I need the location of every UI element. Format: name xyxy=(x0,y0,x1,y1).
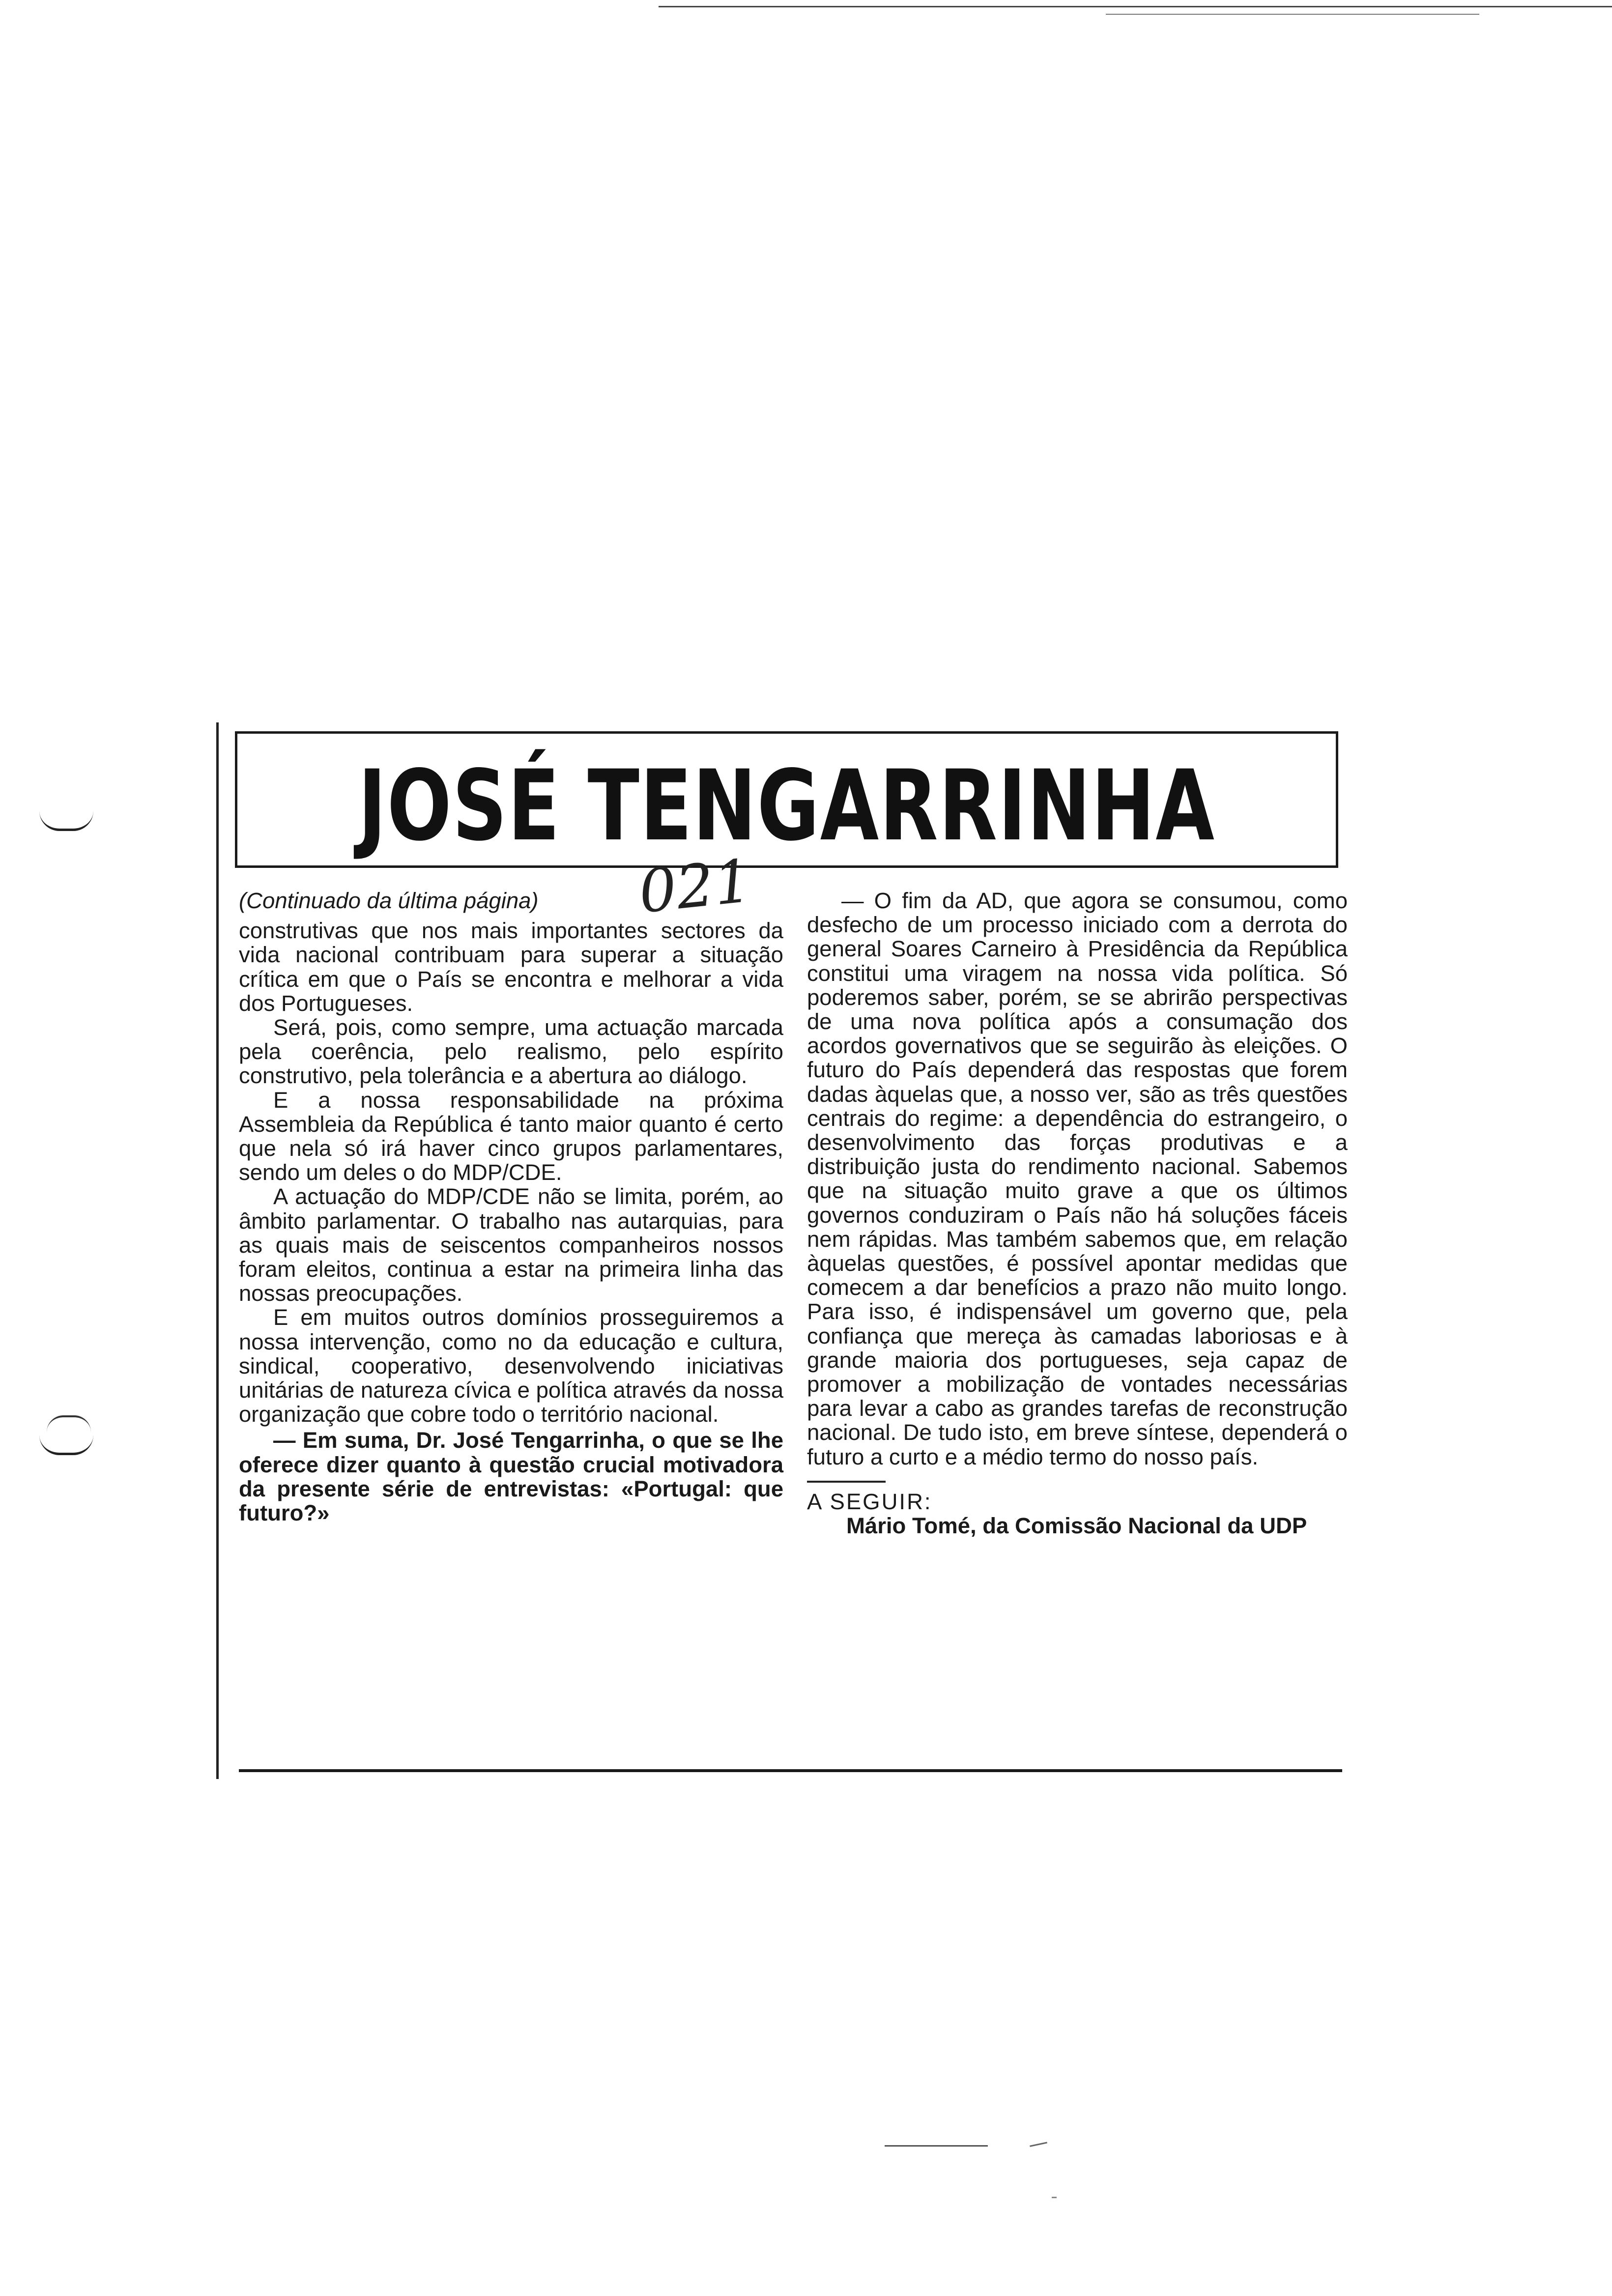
binding-hole-mark xyxy=(39,811,93,831)
next-interview-label: A SEGUIR: xyxy=(807,1489,932,1514)
scan-speck xyxy=(1052,2197,1057,2198)
paragraph: E a nossa responsabilidade na próxima Assembleia da República é tanto maior quanto é certo que nela só irá haver cinco grupos parlamentares, sendo um deles o do MDP/CDE. xyxy=(239,1087,783,1185)
paragraph: construtivas que nos mais importantes sectores da vida nacional contribuam para superar a situação crítica em que o País se encontra e melhorar a vida dos Portugueses. xyxy=(239,918,783,1016)
paragraph: E em muitos outros domínios prosseguiremos a nossa intervenção, como no da educação e cultura, sindical, cooperativo, desenvolvendo iniciativas unitárias de natureza cívica e política através da nossa organização que cobre todo o território nacional. xyxy=(239,1305,783,1427)
binding-hole-mark xyxy=(47,1415,91,1432)
scan-edge-mark xyxy=(659,6,1612,7)
article-bottom-rule xyxy=(239,1769,1342,1772)
handwritten-note: 021 xyxy=(635,847,755,927)
scan-speck xyxy=(1030,2142,1047,2147)
section-divider xyxy=(807,1481,886,1483)
paragraph: Será, pois, como sempre, uma actuação marcada pela coerência, pelo realismo, pelo espírito construtivo, pela tolerância e a abertura ao diálogo. xyxy=(239,1015,783,1089)
article-column-right xyxy=(807,889,1348,1538)
interview-answer: — O fim da AD, que agora se consumou, como desfecho de um processo iniciado com a derrota do general Soares Carneiro à Presidência da República constitui uma viragem na nossa vida política. Só poderemos saber, porém, se se abrirão perspectivas de uma nova política após a consumação dos acordos governativos que se seguirão às eleições. O futuro do País dependerá das respostas que forem dadas àquelas que, a nosso ver, são as três questões centrais do regime: a dependência do estrangeiro, o desenvolvimento das forças produtivas e a distribuição justa do rendimento nacional. Sabemos que na situação muito grave a que os últimos governos conduziram o País não há soluções fáceis nem rápidas. Mas também sabemos que, em relação àquelas questões, é possível apontar medidas que comecem a dar benefícios a prazo não muito longo. Para isso, é indispensável um governo que, pela confiança que mereça às camadas laboriosas e à grande maioria dos portugueses, seja capaz de promover a mobilização de vontades necessárias para levar a cabo as grandes tarefas de reconstrução nacional. De tudo isto, em breve síntese, dependerá o futuro a curto e a médio termo do nosso país. xyxy=(807,888,1348,1469)
interview-question: — Em suma, Dr. José Tengarrinha, o que se lhe oferece dizer quanto à questão crucial motivadora da presente série de entrevistas: «Portugal: que futuro?» xyxy=(239,1428,783,1526)
article-column-left xyxy=(239,889,783,1525)
next-interviewee: Mário Tomé, da Comissão Nacional da UDP xyxy=(846,1513,1307,1539)
article-left-rule xyxy=(216,722,219,1779)
scan-edge-mark xyxy=(1106,14,1479,15)
continuation-note: (Continuado da última página) xyxy=(239,888,539,913)
binding-hole-mark xyxy=(39,1435,93,1455)
scan-speck xyxy=(885,2145,988,2147)
article-title: JOSÉ TENGARRINHA xyxy=(358,749,1215,862)
paragraph: A actuação do MDP/CDE não se limita, porém, ao âmbito parlamentar. O trabalho nas autarquias, para as quais mais de seiscentos companheiros nossos foram eleitos, continua a estar na primeira linha das nossas preocupações. xyxy=(239,1184,783,1306)
